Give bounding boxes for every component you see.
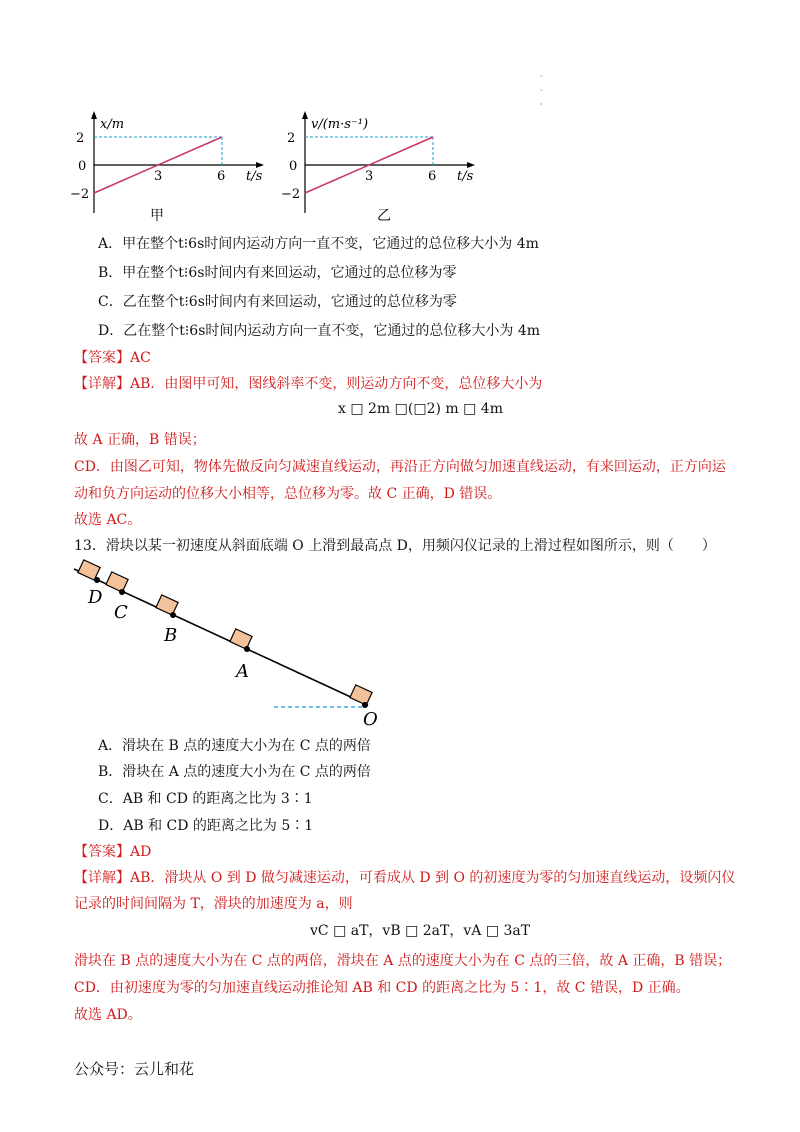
- q12-option-c: C．乙在整个t⁝6s时间内有来回运动，它通过的总位移为零: [98, 294, 457, 310]
- incline-figure: [60, 555, 400, 730]
- q12-answer: [74, 348, 151, 368]
- y-axis-label: x/m: [100, 117, 125, 132]
- tick-y-neg2: −2: [70, 187, 90, 202]
- graph-jia: [70, 108, 270, 228]
- block-b: [156, 595, 178, 615]
- label-o: O: [363, 709, 378, 730]
- q12-detail-5: 故选 AC。: [74, 512, 142, 528]
- q13-option-b: B．滑块在 A 点的速度大小为在 C 点的两倍: [98, 764, 371, 780]
- q13-detail-3: 滑块在 B 点的速度大小为在 C 点的两倍，滑块在 A 点的速度大小为在 C 点的三倍，故 A 正确，B 错误；: [74, 953, 732, 969]
- label-c: C: [114, 602, 128, 623]
- tick-x-3: 3: [365, 169, 374, 184]
- detail-text: AB．由图甲可知，图线斜率不变，则运动方向不变，总位移大小为: [130, 376, 543, 392]
- answer-value: AC: [130, 350, 151, 366]
- detail-tag: 【详解】: [74, 376, 130, 392]
- point-d: [94, 577, 100, 583]
- x-axis-label: t/s: [457, 169, 474, 184]
- footer-account: 公众号：云儿和花: [74, 1060, 195, 1078]
- answer-tag: 【答案】: [74, 350, 130, 366]
- q12-detail-1: [74, 374, 542, 394]
- q13-answer: [74, 842, 151, 862]
- answer-value: AD: [130, 844, 152, 860]
- tick-y-neg2: −2: [281, 187, 301, 202]
- q13-detail-5: 故选 AD。: [74, 1007, 142, 1023]
- q12-detail-2: 故 A 正确，B 错误；: [74, 432, 206, 448]
- q13-detail-1: [74, 868, 735, 888]
- answer-tag: 【答案】: [74, 844, 130, 860]
- block-c: [106, 572, 128, 592]
- q13-formula: vC □ aT，vB □ 2aT，vA □ 3aT: [310, 923, 531, 939]
- q12-detail-3: CD．由图乙可知，物体先做反向匀减速直线运动，再沿正方向做匀加速直线运动，有来回运动，正方向运: [74, 459, 726, 475]
- q12-option-d: D．乙在整个t⁝6s时间内运动方向一直不变，它通过的总位移大小为 4m: [98, 323, 541, 339]
- point-c: [119, 589, 125, 595]
- tick-y-2: 2: [76, 131, 85, 146]
- q12-formula: x □ 2m □(□2) m □ 4m: [338, 401, 503, 417]
- tick-y-2: 2: [287, 131, 296, 146]
- y-axis-label: v/(m·s⁻¹): [311, 117, 369, 132]
- point-o: [362, 702, 368, 708]
- margin-dots: · · ·: [540, 72, 543, 109]
- tick-y-0: 0: [78, 159, 87, 174]
- tick-y-0: 0: [289, 159, 298, 174]
- q13-detail-2: 记录的时间间隔为 T，滑块的加速度为 a，则: [74, 896, 353, 912]
- q13-option-a: A．滑块在 B 点的速度大小为在 C 点的两倍: [98, 738, 371, 754]
- block-a: [230, 629, 252, 649]
- caption-yi: 乙: [377, 208, 391, 224]
- label-a: A: [236, 661, 249, 682]
- q13-option-c: C．AB 和 CD 的距离之比为 3∶1: [98, 791, 313, 807]
- tick-x-6: 6: [217, 169, 226, 184]
- label-d: D: [88, 587, 103, 608]
- q12-option-b: B．甲在整个t⁝6s时间内有来回运动，它通过的总位移为零: [98, 265, 457, 281]
- point-a: [244, 646, 250, 652]
- q12-detail-4: 动和负方向运动的位移大小相等，总位移为零。故 C 正确，D 错误。: [74, 486, 502, 502]
- block-o: [350, 685, 372, 705]
- q13-stem: 13．滑块以某一初速度从斜面底端 O 上滑到最高点 D，用频闪仪记录的上滑过程如图所示，则（ ）: [74, 538, 716, 554]
- x-axis-label: t/s: [246, 169, 263, 184]
- tick-x-6: 6: [428, 169, 437, 184]
- tick-x-3: 3: [154, 169, 163, 184]
- label-b: B: [164, 625, 178, 646]
- q13-detail-4: CD．由初速度为零的匀加速直线运动推论知 AB 和 CD 的距离之比为 5∶1，故 C 错误，D 正确。: [74, 980, 690, 996]
- q13-option-d: D．AB 和 CD 的距离之比为 5∶1: [98, 818, 314, 834]
- caption-jia: 甲: [150, 208, 164, 224]
- detail-tag: 【详解】: [74, 870, 130, 886]
- detail-text: AB．滑块从 O 到 D 做匀减速运动，可看成从 D 到 O 的初速度为零的匀加速直线运动，设频闪仪: [130, 870, 736, 886]
- q12-option-a: A．甲在整个t⁝6s时间内运动方向一直不变，它通过的总位移大小为 4m: [98, 236, 539, 252]
- point-b: [170, 612, 176, 618]
- graph-yi: [281, 108, 501, 228]
